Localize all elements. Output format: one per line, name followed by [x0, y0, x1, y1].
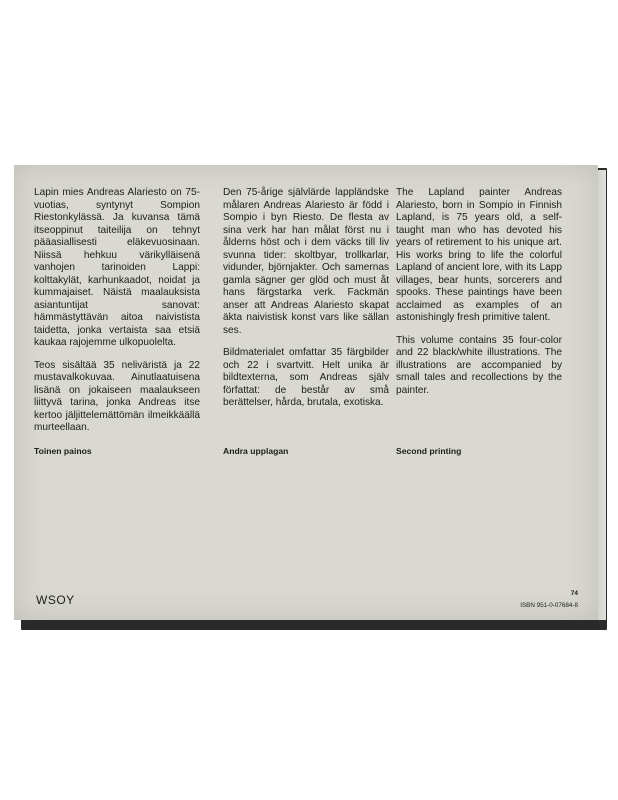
swedish-paragraph-1: Den 75-årige självlärde lappländske målaren Andreas Alariesto är född i Sompio i byn Riesto. De flesta av sina verk har han målat först nu i ålderns höst och i dem väcks till liv svunna tider: skoltbyar, trollkarlar, vidunder, björnjakter. Och samernas gamla sägner ger glöd och must åt hans färgstarka verk. Fackmän anser att Andreas Alariesto skapat äkta naivistisk konst vars like sällan ses. [223, 187, 389, 336]
english-paragraph-1: The Lapland painter Andreas Alariesto, born in Sompio in Finnish Lapland, is 75 years old, a self-taught man who has devoted his years of retirement to his unique art. His works bring to life the colorful Lapland of ancient lore, with its Lapp villages, bear hunts, sorcerers and spooks. These paintings have been acclaimed as examples of an astonishingly fresh primitive talent. [396, 187, 562, 323]
publisher-logo-text: WSOY [36, 593, 75, 607]
swedish-paragraph-2: Bildmaterialet omfattar 35 färgbilder och 22 i svartvitt. Helt unika är bildtexterna, som Andreas själv författat: de består av små berättelser, hårda, brutala, exotiska. [223, 347, 389, 408]
english-paragraph-2: This volume contains 35 four-color and 22 black/white illustrations. The illustrations are accompanied by small tales and recollections by the painter. [396, 334, 562, 396]
finnish-paragraph-2: Teos sisältää 35 neliväristä ja 22 mustavalkokuvaa. Ainutlaatuisena lisänä on jokaiseen maalaukseen liittyvä tarina, jonka Andreas itse kertoo jäljittelemättömän ilmeikkäällä murteellaan. [34, 359, 200, 433]
swedish-printing-label: Andra upplagan [223, 446, 289, 456]
english-printing-label: Second printing [396, 446, 462, 456]
back-cover [14, 165, 598, 620]
finnish-text-column [34, 187, 200, 445]
isbn-number: ISBN 951-0-07684-8 [520, 602, 578, 609]
finnish-paragraph-1: Lapin mies Andreas Alariesto on 75-vuotias, syntynyt Sompion Riestonkylässä. Ja kuvansa tämä itseoppinut taiteilija on tehnyt pääasiallisesti eläkevuosinaan. Niissä hehkuu värikylläisenä vanhojen tarinoiden Lappi: kolttakylät, karhunkaadot, noidat ja kummajaiset. Näistä maalauksista asiantuntijat sanovat: hämmästyttävän aitoa naivistista taidetta, jonka vertaista saa etsiä kaukaa rajojemme ulkopuolelta. [34, 187, 200, 348]
finnish-printing-label: Toinen painos [34, 446, 92, 456]
catalog-code: 74 [570, 590, 578, 597]
swedish-text-column [223, 187, 389, 420]
english-text-column [396, 187, 562, 407]
